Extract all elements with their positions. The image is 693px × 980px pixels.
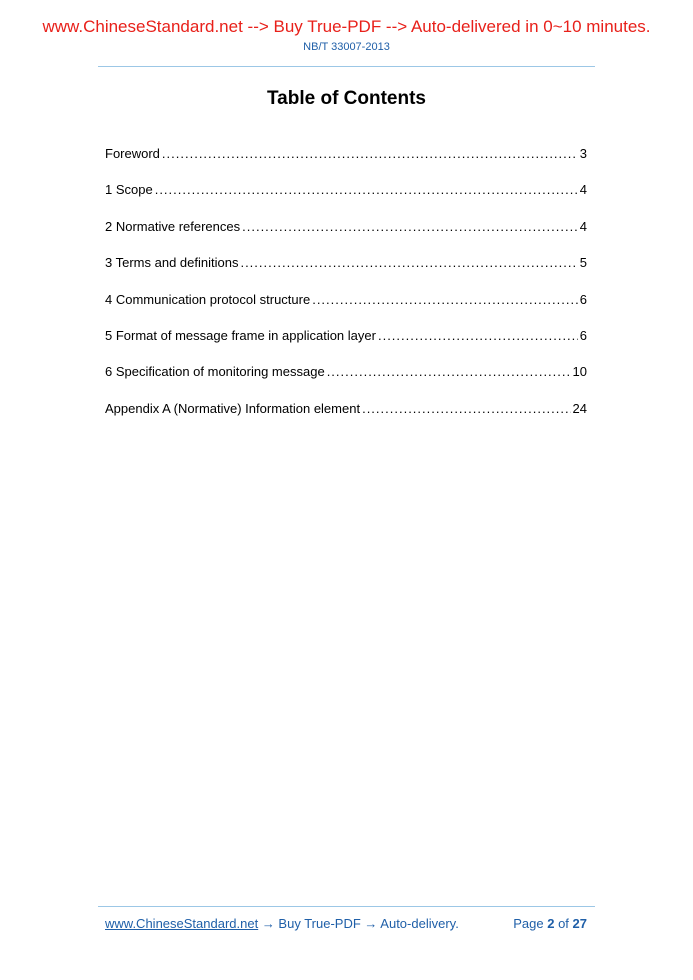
page-title: Table of Contents [266,88,427,109]
toc-entry-normative-references[interactable] [105,218,587,254]
toc-entry-monitoring-message[interactable] [105,363,587,399]
toc-entry-page: 3 [579,146,587,161]
header-divider [98,66,595,67]
toc-entry-protocol-structure[interactable] [105,291,587,327]
dot-leader [327,363,571,381]
toc-entry-page: 4 [579,218,587,234]
toc-entry-appendix-a[interactable] [105,400,587,436]
page-indicator [513,916,587,931]
promo-banner[interactable]: www.ChineseStandard.net --> Buy True-PDF --> Auto-delivered in 0~10 minutes. [42,17,651,36]
toc-entry-page: 6 [579,291,587,307]
toc-entry-scope[interactable] [105,181,587,217]
toc-entry-page: 24 [572,400,587,416]
page-footer [105,916,587,931]
dot-leader [155,181,578,199]
footer-promo-text: → Buy True-PDF → Auto-delivery. [258,916,459,931]
current-page-number: 2 [547,916,555,931]
toc-entry-foreword[interactable] [105,145,587,181]
toc-entry-page: 6 [579,327,587,343]
footer-promo [105,916,459,931]
dot-leader [242,218,578,236]
toc-entry-page: 5 [579,255,587,271]
dot-leader [312,291,578,309]
page-of: of [558,916,569,931]
toc-entry-label: 5 Format of message frame in application layer [105,327,376,343]
toc-entry-label: Foreword [105,146,160,161]
toc-entry-label: 2 Normative references [105,218,241,234]
footer-site-link[interactable]: www.ChineseStandard.net [105,916,259,931]
toc-entry-label: 4 Communication protocol structure [105,291,311,307]
toc-entry-label: 6 Specification of monitoring message [105,364,325,380]
toc-entry-label: 1 Scope [105,182,153,198]
table-of-contents [105,145,587,436]
footer-divider [98,906,595,907]
dot-leader [162,145,578,163]
page-prefix: Page [513,916,544,931]
dot-leader [378,327,578,345]
total-page-count: 27 [572,916,587,931]
toc-entry-message-frame-format[interactable] [105,327,587,363]
toc-entry-label: 3 Terms and definitions [105,255,239,271]
toc-entry-page: 10 [572,364,587,380]
document-code: NB/T 33007-2013 [303,41,390,53]
toc-entry-page: 4 [579,182,587,198]
toc-entry-terms-and-definitions[interactable] [105,254,587,290]
dot-leader [240,254,577,272]
dot-leader [362,400,570,418]
toc-entry-label: Appendix A (Normative) Information element [105,400,361,416]
